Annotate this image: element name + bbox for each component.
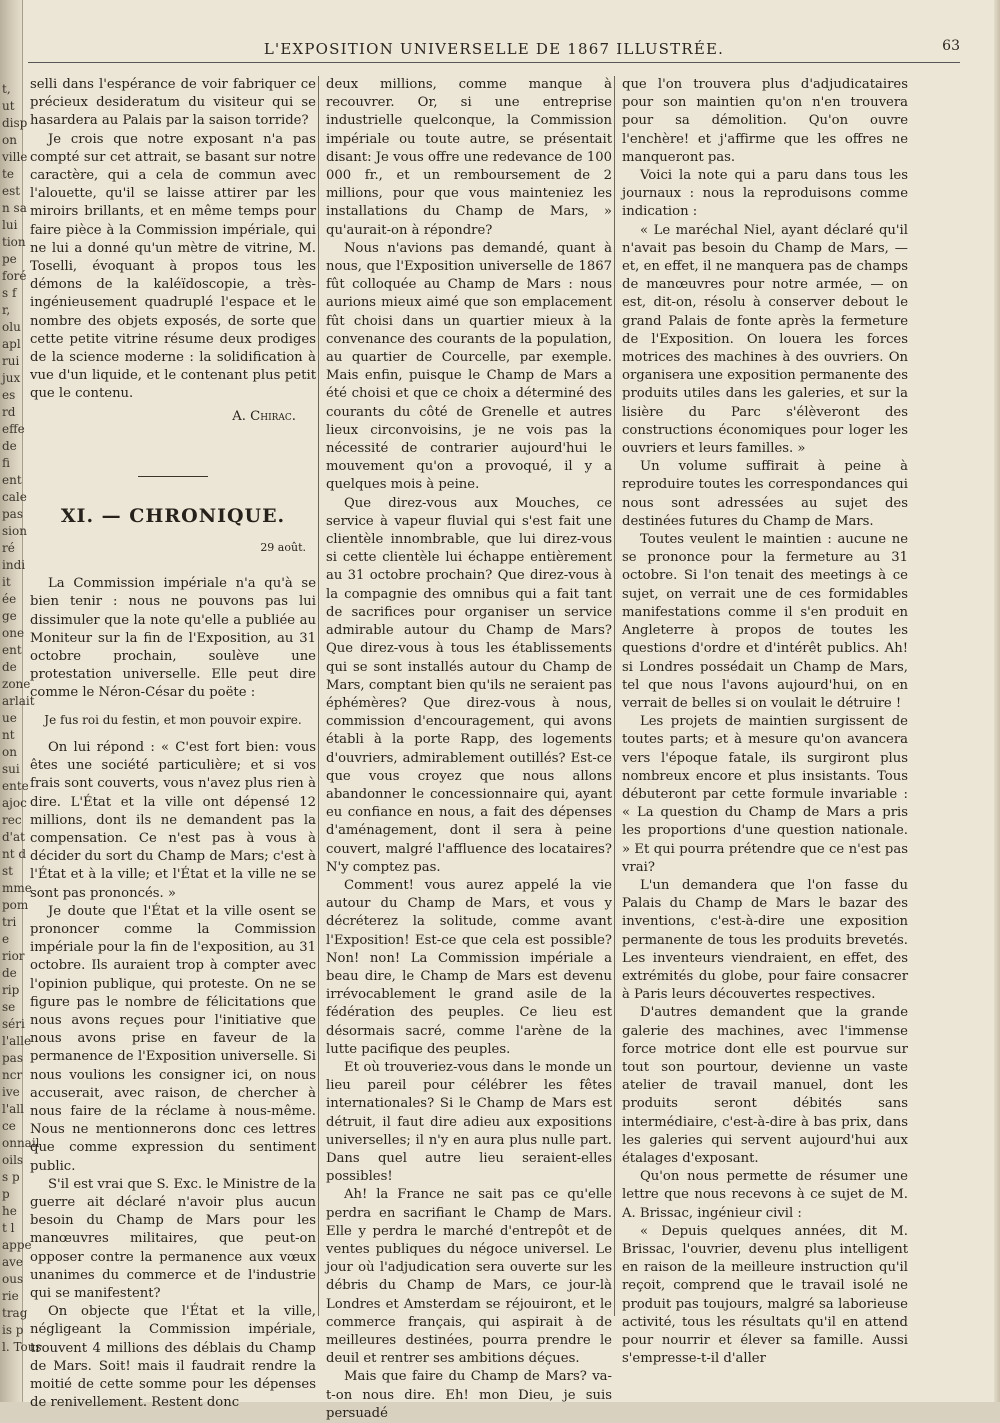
- paragraph: Les projets de maintien surgissent de toutes parts; et à mesure qu'on avancera vers l'époque fatale, ils surgiront plus nombreux encore et plus insistants. Tous débuteront par cette formule invariable : « La question du Champ de Mars a pris les proportions d'une question nationale. » Et qui pourra prétendre que ce n'est pas vrai?: [622, 714, 908, 875]
- margin-fragment: ave: [2, 1255, 24, 1269]
- paragraph: La Commission impériale n'a qu'à se bien tenir : nous ne pouvons pas lui dissimuler que la note qu'elle a publiée au Moniteur sur la fin de l'Exposition, au 31 octobre prochain, soulève une protestation universelle. Elle peut dire comme le Néron-César du poëte :: [30, 576, 316, 701]
- running-header: [28, 36, 960, 63]
- margin-fragment: trag: [2, 1306, 28, 1320]
- margin-fragment: t l: [2, 1221, 15, 1235]
- paragraph: Je doute que l'État et la ville osent se prononcer comme la Commission impériale pour la fin de l'exposition, au 31 octobre. Ils auraient trop à compter avec l'opinion publique, qui proteste. On ne se figure pas le nombre de félicitations que nous avons reçues pour l'initiative que nous avons prise en faveur de la permanence de l'Exposition universelle. Si nous voulions les consigner ici, on nous accuserait, avec raison, de chercher à nous faire de la réclame à nous-même. Nous ne mentionnerons donc ces lettres que comme expression du sentiment public.: [30, 903, 316, 1174]
- margin-fragment: nt: [2, 728, 15, 742]
- paragraph: Voici la note qui a paru dans tous les journaux : nous la reproduisons comme indication :: [622, 168, 908, 220]
- paragraph: Qu'on nous permette de résumer une lettre que nous recevons à ce sujet de M. A. Brissac, ingénieur civil :: [622, 1169, 908, 1221]
- paragraph: Mais que faire du Champ de Mars? va-t-on nous dire. Eh! mon Dieu, je suis persuadé: [326, 1369, 612, 1421]
- margin-fragment: foré: [2, 269, 27, 283]
- column-rule-2: [614, 76, 615, 1316]
- margin-fragment: ut: [2, 99, 15, 113]
- margin-fragment: séri: [2, 1017, 25, 1031]
- margin-fragment: e: [2, 932, 10, 946]
- margin-fragment: effe: [2, 422, 25, 436]
- margin-fragment: ée: [2, 592, 17, 606]
- paragraph: L'un demandera que l'on fasse du Palais du Champ de Mars le bazar des inventions, c'est-à-dire une exposition permanente de tous les produits brevetés. Les inventeurs viendraient, en effet, des extrémités du globe, pour faire consacrer à Paris leurs découvertes respectives.: [622, 877, 908, 1003]
- margin-fragment: appe: [2, 1238, 32, 1252]
- margin-fragment: onnail: [2, 1136, 40, 1150]
- margin-fragment: l'all: [2, 1102, 24, 1116]
- page-right-edge: [994, 0, 1000, 1402]
- column-2: [326, 76, 612, 1421]
- margin-fragment: l'alle: [2, 1034, 32, 1048]
- paragraph: que l'on trouvera plus d'adjudicataires pour son maintien qu'on n'en trouvera pour sa démolition. Qu'on ouvre l'enchère! et j'affirme que les offres ne manqueront pas.: [622, 77, 908, 165]
- margin-fragment: on: [2, 133, 17, 147]
- paragraph: Ah! la France ne sait pas ce qu'elle perdra en sacrifiant le Champ de Mars. Elle y perdra le marché d'entrepôt et de ventes publiques du négoce universel. Le jour où l'adjudication sera ouverte sur les débris du Champ de Mars, ce jour-là Londres et Amsterdam se réjouiront, et le commerce français, qui aspirait à de meilleures destinées, pourra prendre le deuil et rentrer ses ambitions déçues.: [326, 1187, 612, 1367]
- margin-fragment: zone: [2, 677, 31, 691]
- paragraph: Un volume suffirait à peine à reproduire toutes les correspondances qui nous sont adressées au sujet des destinées futures du Champ de Mars.: [622, 459, 908, 529]
- article-signature: A. Chirac.: [232, 408, 296, 424]
- journal-title: L'EXPOSITION UNIVERSELLE DE 1867 ILLUSTRÉE.: [263, 40, 725, 58]
- margin-fragment: ent: [2, 643, 22, 657]
- column-1: [30, 76, 316, 1411]
- margin-fragment: est: [2, 184, 21, 198]
- margin-fragment: is p: [2, 1323, 24, 1337]
- margin-fragment: n sa: [2, 201, 27, 215]
- section-title: XI. — CHRONIQUE.: [60, 504, 286, 527]
- paragraph: Je crois que notre exposant n'a pas compté sur cet attrait, se basant sur notre caractère, qui a cela de commun avec l'alouette, qu'il se laisse attirer par les miroirs brillants, et en même temps pour faire pièce à la Commission impériale, qui ne lui a donné qu'un mètre de vitrine, M. Toselli, évoquant à propos tous les démons de la kaléïdoscopie, a très-ingénieusement quadruplé l'espace et le nombre des objets exposés, de sorte que cette petite vitrine résume deux prodiges de la science moderne : la solidification à vue d'un liquide, et le contenant plus petit que le contenu.: [30, 131, 316, 402]
- margin-fragment: se: [2, 1000, 16, 1014]
- margin-fragment: ue: [2, 711, 17, 725]
- margin-fragment: rip: [2, 983, 20, 997]
- paragraph: On lui répond : « C'est fort bien: vous êtes une société particulière; et si vos frais sont couverts, vous n'avez plus rien à dire. L'État et la ville ont dépensé 12 millions, dont ils ne demandent pas la compensation. Ce n'est pas à vous à décider du sort du Champ de Mars; c'est à l'État et à la ville; et l'État et la ville ne se sont pas prononcés. »: [30, 739, 316, 901]
- margin-fragment: d'at: [2, 830, 25, 844]
- margin-fragment: p: [2, 1187, 10, 1201]
- margin-fragment: s f: [2, 286, 17, 300]
- paragraph: Toutes veulent le maintien : aucune ne se prononce pour la fermeture au 31 octobre. Si l'on tenait des meetings à ce sujet, on verrait une de ces formidables manifestations comme il s'en produit en Angleterre à propos de toutes les questions d'ordre et d'intérêt publics. Ah! si Londres possédait un Champ de Mars, tel que nous l'avons aujourd'hui, on en verrait de belles si on voulait le détruire !: [622, 532, 908, 711]
- paragraph: deux millions, comme manque à recouvrer. Or, si une entreprise industrielle quelconque, la Commission impériale ou toute autre, se présentait disant: Je vous offre une redevance de 100 000 fr., et un remboursement de 2 millions, pour que vous mainteniez les installations du Champ de Mars, » qu'aurait-on à répondre?: [326, 77, 612, 238]
- margin-fragment: he: [2, 1204, 17, 1218]
- margin-fragment: fi: [2, 456, 11, 470]
- margin-fragment: ive: [2, 1085, 20, 1099]
- margin-fragment: nt d: [2, 847, 27, 861]
- margin-fragment: ous: [2, 1272, 24, 1286]
- margin-fragment: rd: [2, 405, 16, 419]
- paragraph: Que direz-vous aux Mouches, ce service à vapeur fluvial qui s'est fait une clientèle innombrable, que lui direz-vous si cette clientèle lui échappe entièrement au 31 octobre prochain? Que direz-vous à la compagnie des omnibus qui a fait tant de sacrifices pour organiser un service admirable autour du Champ de Mars? Que direz-vous à tous les établissements qui se sont installés autour du Champ de Mars, comptant bien qu'ils ne seraient pas éphémères? Que direz-vous à nous, commission d'encouragement, qui avons établi à la porte Rapp, des logements d'ouvriers, admirablement outillés? Est-ce que vous croyez que nous allons abandonner le concessionnaire qui, ayant eu confiance en nous, a fait des dépenses d'aménagement, dont il sera à peine couvert, malgré l'affluence des locataires? N'y comptez pas.: [326, 495, 612, 875]
- margin-fragment: s p: [2, 1170, 20, 1184]
- margin-fragment: sui: [2, 762, 20, 776]
- paragraph: « Depuis quelques années, dit M. Brissac, l'ouvrier, devenu plus intelligent en raison de la meilleure instruction qu'il reçoit, comprend que le travail isolé ne produit pas toujours, malgré sa laborieuse activité, tous les résultats qu'il en attend pour nourrir et élever sa famille. Aussi s'empresse-t-il d'aller: [622, 1223, 908, 1367]
- paragraph: S'il est vrai que S. Exc. le Ministre de la guerre ait déclaré n'avoir plus aucun besoin du Champ de Mars pour les manœuvres militaires, que peut-on opposer contre la permanence aux vœux unanimes du commerce et de l'industrie qui se manifestent?: [30, 1176, 316, 1301]
- margin-fragment: rui: [2, 354, 20, 368]
- margin-fragment: es: [2, 388, 16, 402]
- margin-fragment: pe: [2, 252, 17, 266]
- margin-fragment: mme: [2, 881, 32, 895]
- margin-fragment: on: [2, 745, 17, 759]
- verse-quote: Je fus roi du festin, et mon pouvoir expire.: [44, 712, 302, 727]
- margin-fragment: it: [2, 575, 11, 589]
- page-number: 63: [942, 38, 960, 54]
- section-separator: [138, 476, 208, 477]
- margin-fragment: rec: [2, 813, 22, 827]
- adjacent-page-edge: [0, 0, 42, 1402]
- margin-fragment: ent: [2, 473, 22, 487]
- margin-fragment: de: [2, 966, 17, 980]
- margin-fragment: ré: [2, 541, 15, 555]
- margin-fragment: apl: [2, 337, 21, 351]
- margin-fragment: r,: [2, 303, 11, 317]
- paragraph: Et où trouveriez-vous dans le monde un lieu pareil pour célébrer les fêtes internationales? Si le Champ de Mars est détruit, il faut dire adieu aux expositions universelles; il n'y en aura plus nulle part. Dans quel autre lieu seraient-elles possibles!: [326, 1059, 612, 1185]
- margin-fragment: te: [2, 167, 14, 181]
- margin-fragment: cale: [2, 490, 27, 504]
- margin-fragment: pom: [2, 898, 29, 912]
- margin-fragment: arlait: [2, 694, 35, 708]
- margin-fragment: oils: [2, 1153, 24, 1167]
- paragraph: « Le maréchal Niel, ayant déclaré qu'il n'avait pas besoin du Champ de Mars, — et, en effet, il ne manquera pas de champs de manœuvres pour notre armée, — on est, dit-on, résolu à conserver debout le grand Palais de fonte après la fermeture de l'Exposition. On louera les forces motrices des machines à des ouvriers. On organisera une exposition permanente des produits utiles dans les galeries, et sur la lisière du Parc s'élèveront des constructions économiques pour loger les ouvriers et leurs familles. »: [622, 222, 908, 457]
- column-3: [622, 76, 908, 1367]
- margin-fragment: ville: [2, 150, 28, 164]
- margin-fragment: rie: [2, 1289, 19, 1303]
- margin-fragment: de: [2, 439, 17, 453]
- margin-fragment: lui: [2, 218, 18, 232]
- margin-fragment: ajoc: [2, 796, 27, 810]
- margin-fragment: sion: [2, 524, 27, 538]
- margin-fragment: rior: [2, 949, 25, 963]
- margin-fragment: indi: [2, 558, 26, 572]
- margin-fragment: tion: [2, 235, 26, 249]
- paragraph: Comment! vous aurez appelé la vie autour du Champ de Mars, et vous y décréterez la solitude, comme avant l'Exposition! Est-ce que cela est possible? Non! non! La Commission impériale a beau dire, le Champ de Mars est devenu irrévocablement le grand asile de la fédération des peuples. Ce lieu est désormais sacré, comme l'arène de la lutte pacifique des peuples.: [326, 877, 612, 1057]
- paragraph: D'autres demandent que la grande galerie des machines, avec l'immense force motrice dont elle est pourvue sur tout son pourtour, devienne un vaste atelier de travail manuel, dont les produits seront débités sans intermédiaire, c'est-à-dire à bas prix, dans les galeries qui servent aujourd'hui aux étalages d'exposant.: [622, 1005, 908, 1166]
- margin-fragment: tri: [2, 915, 17, 929]
- margin-fragment: ente: [2, 779, 29, 793]
- column-rule-1: [318, 76, 319, 1316]
- margin-fragment: ce: [2, 1119, 16, 1133]
- margin-fragment: ge: [2, 609, 17, 623]
- margin-fragment: pas: [2, 507, 23, 521]
- margin-fragment: de: [2, 660, 17, 674]
- margin-fragment: l. Tous: [2, 1340, 42, 1354]
- paragraph: Nous n'avions pas demandé, quant à nous, que l'Exposition universelle de 1867 fût colloquée au Champ de Mars : nous aurions mieux aimé que son emplacement fût choisi dans un quartier mieux à la convenance des courants de la population, au quartier de Courcelle, par exemple. Mais enfin, puisque le Champ de Mars a été choisi et que ce choix a déterminé des courants du côté de Grenelle et autres lieux circonvoisins, je ne vois pas la nécessité de contrarier aujourd'hui le mouvement qu'on a provoqué, il y a quelques mois à peine.: [326, 240, 612, 493]
- margin-fragment: one: [2, 626, 25, 640]
- margin-fragment: jux: [2, 371, 21, 385]
- paragraph: selli dans l'espérance de voir fabriquer ce précieux desideratum du visiteur qui se hasardera au Palais par la saison torride?: [30, 77, 316, 129]
- margin-fragment: disp: [2, 116, 28, 130]
- margin-fragment: olu: [2, 320, 21, 334]
- margin-fragment: t,: [2, 82, 11, 96]
- margin-fragment: ncr: [2, 1068, 23, 1082]
- article-date: 29 août.: [260, 541, 306, 555]
- margin-fragment: pas: [2, 1051, 23, 1065]
- margin-fragment: st: [2, 864, 13, 878]
- paragraph: On objecte que l'État et la ville, négligeant la Commission impériale, trouvent 4 millions des déblais du Champ de Mars. Soit! mais il faudrait rendre la moitié de cette somme pour les dépenses de renivellement. Restent donc: [30, 1304, 316, 1411]
